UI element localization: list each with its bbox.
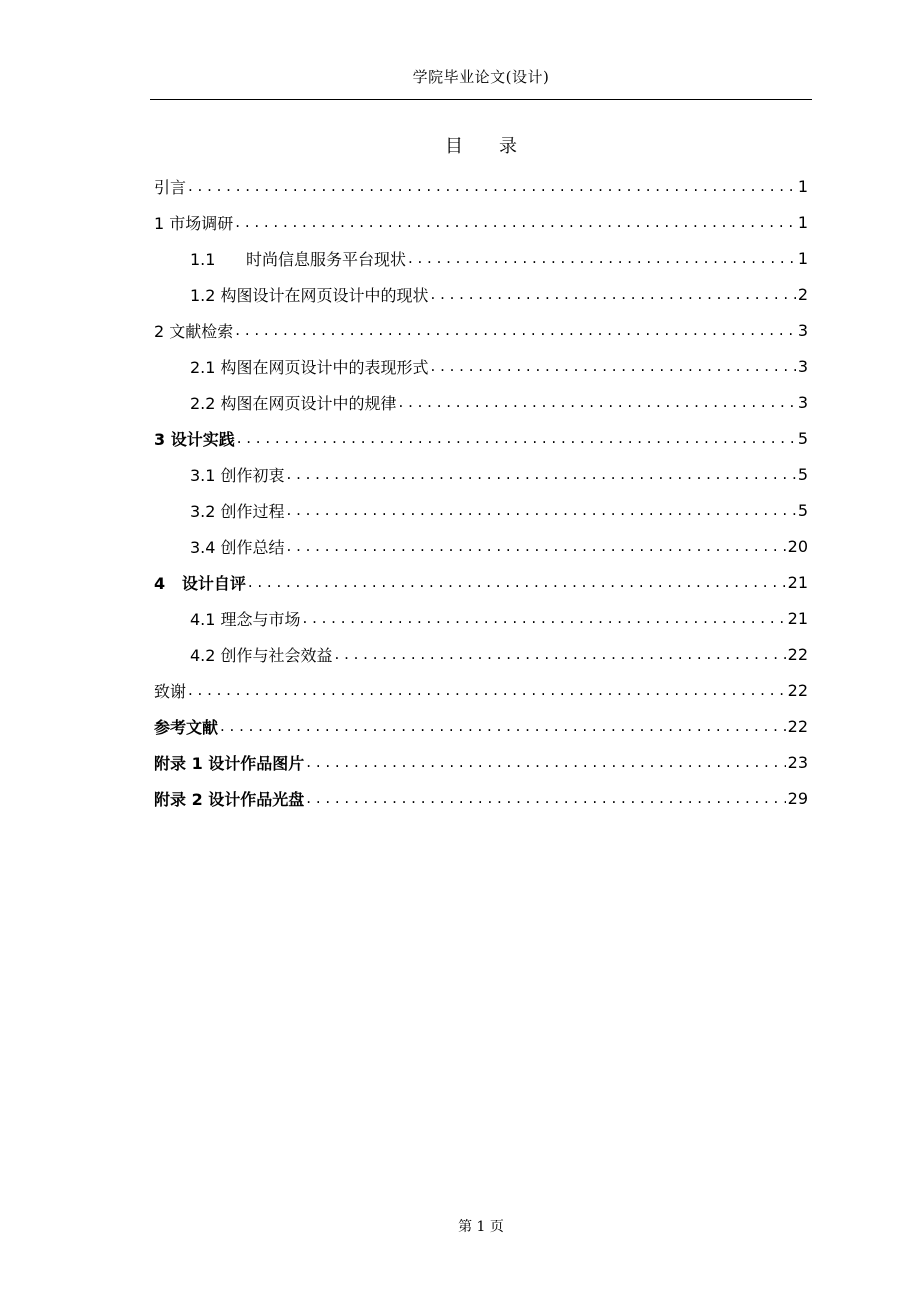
leader-dots bbox=[303, 609, 786, 627]
toc-entry-acknowledgements[interactable]: 致谢 . . . 22 bbox=[150, 672, 812, 708]
header-rule bbox=[150, 99, 812, 100]
leader-dots bbox=[188, 177, 796, 195]
toc-entry-appendix-1[interactable]: 附录 1 设计作品图片 . . . 23 bbox=[150, 744, 812, 780]
leader-dots bbox=[408, 249, 796, 267]
page-number: 3 bbox=[797, 320, 808, 340]
running-header: 学院毕业论文(设计) bbox=[412, 68, 550, 86]
toc-entry-1-2[interactable]: 1.2 构图设计在网页设计中的现状 . . . 2 bbox=[150, 276, 812, 312]
leader-dots bbox=[235, 321, 796, 339]
page-number: 20 bbox=[787, 536, 808, 556]
page-number: 21 bbox=[787, 572, 808, 592]
page-footer: 第 1 页 bbox=[458, 1219, 504, 1235]
toc-entry-3-1[interactable]: 3.1 创作初衷 . . . 5 bbox=[150, 456, 812, 492]
page-number: 5 bbox=[797, 428, 808, 448]
leader-dots bbox=[220, 717, 786, 735]
toc-entry-appendix-2[interactable]: 附录 2 设计作品光盘 . . . 29 bbox=[150, 780, 812, 816]
leader-dots bbox=[287, 501, 796, 519]
toc-title bbox=[150, 132, 812, 158]
page-number: 1 bbox=[797, 212, 808, 232]
leader-dots bbox=[306, 753, 785, 771]
page-number: 22 bbox=[787, 716, 808, 736]
page-number: 3 bbox=[797, 356, 808, 376]
page-number: 3 bbox=[797, 392, 808, 412]
leader-dots bbox=[335, 645, 786, 663]
toc-entry-intro[interactable]: 引言 . . . 1 bbox=[150, 168, 812, 204]
toc-entry-2[interactable]: 2 文献检索 . . . 3 bbox=[150, 312, 812, 348]
leader-dots bbox=[287, 465, 796, 483]
page-number: 29 bbox=[787, 788, 808, 808]
toc-entry-3-2[interactable]: 3.2 创作过程 . . . 5 bbox=[150, 492, 812, 528]
toc-entry-2-1[interactable]: 2.1 构图在网页设计中的表现形式 . . . 3 bbox=[150, 348, 812, 384]
leader-dots bbox=[431, 285, 796, 303]
leader-dots bbox=[306, 789, 785, 807]
page-number: 5 bbox=[797, 464, 808, 484]
page-number: 1 bbox=[797, 248, 808, 268]
leader-dots bbox=[237, 429, 796, 447]
leader-dots bbox=[248, 573, 786, 591]
page-number: 22 bbox=[787, 680, 808, 700]
toc-entry-references[interactable]: 参考文献 . . . 22 bbox=[150, 708, 812, 744]
page-number: 1 bbox=[797, 176, 808, 196]
leader-dots bbox=[399, 393, 796, 411]
page-number: 2 bbox=[797, 284, 808, 304]
toc-entry-4-1[interactable]: 4.1 理念与市场 . . . 21 bbox=[150, 600, 812, 636]
leader-dots bbox=[188, 681, 786, 699]
toc-title-right: 录 bbox=[499, 136, 517, 157]
page-number: 22 bbox=[787, 644, 808, 664]
page-number: 5 bbox=[797, 500, 808, 520]
toc-entry-2-2[interactable]: 2.2 构图在网页设计中的规律 . . . 3 bbox=[150, 384, 812, 420]
toc-entry-4[interactable]: 4 设计自评 . . . 21 bbox=[150, 564, 812, 600]
toc-entry-1[interactable]: 1 市场调研 . . . 1 bbox=[150, 204, 812, 240]
toc-entry-4-2[interactable]: 4.2 创作与社会效益 . . . 22 bbox=[150, 636, 812, 672]
toc-entry-1-1[interactable]: 1.1 时尚信息服务平台现状 . . . 1 bbox=[150, 240, 812, 276]
page-number: 23 bbox=[787, 752, 808, 772]
toc-entry-3-4[interactable]: 3.4 创作总结 . . . 20 bbox=[150, 528, 812, 564]
leader-dots bbox=[431, 357, 796, 375]
toc-entry-3[interactable]: 3 设计实践 . . . 5 bbox=[150, 420, 812, 456]
table-of-contents bbox=[150, 168, 812, 816]
toc-title-left: 目 bbox=[445, 136, 463, 157]
leader-dots bbox=[235, 213, 796, 231]
leader-dots bbox=[287, 537, 786, 555]
page-number: 21 bbox=[787, 608, 808, 628]
